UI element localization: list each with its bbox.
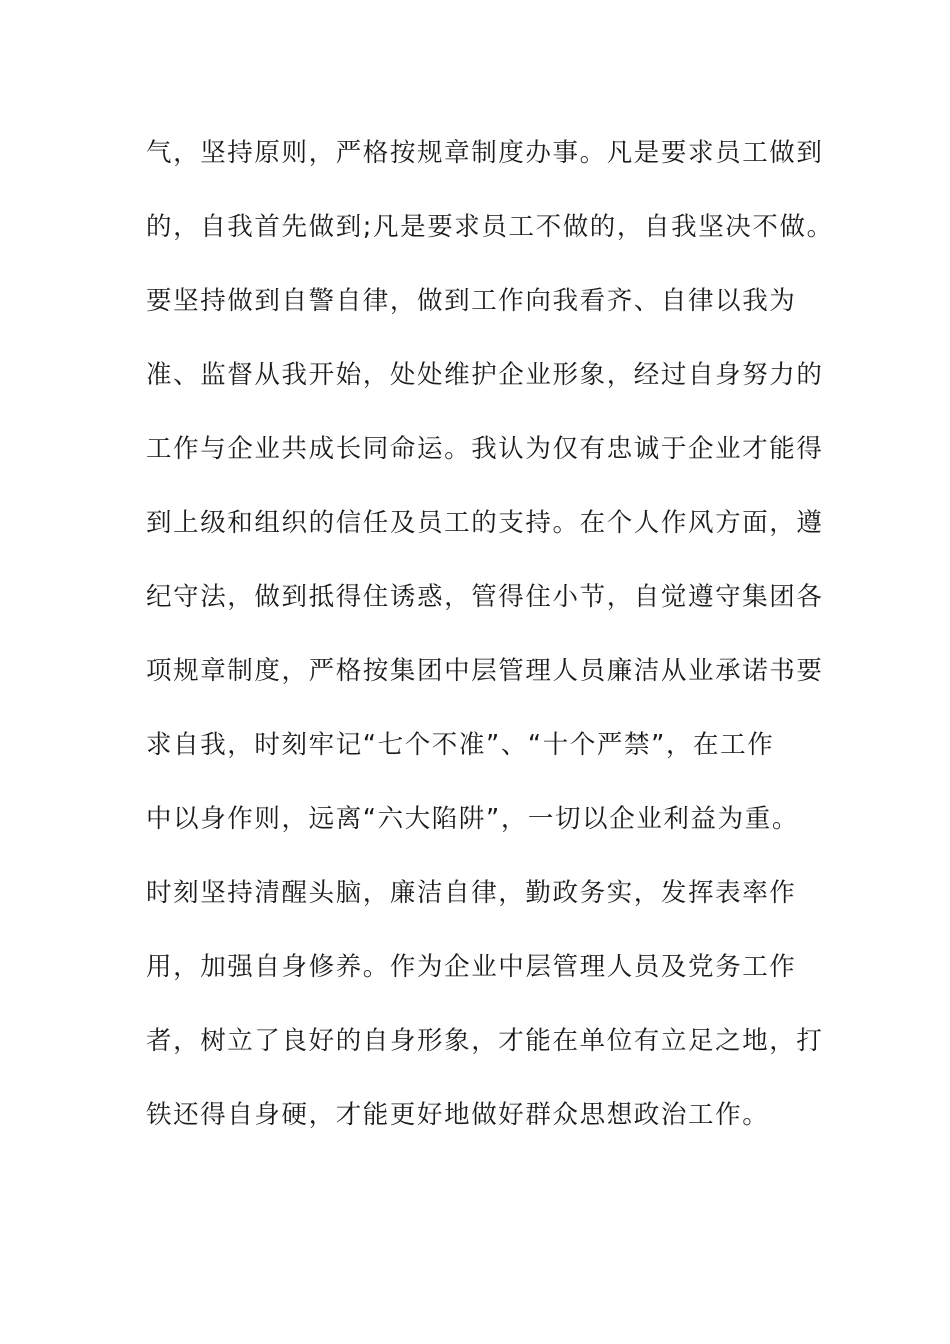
text-line-3: 要坚持做到自警自律，做到工作向我看齐、自律以我为 — [146, 286, 797, 316]
text-line-8: 项规章制度，严格按集团中层管理人员廉洁从业承诺书要 — [146, 656, 824, 686]
text-line-9: 求自我，时刻牢记“七个不准”、“十个严禁”，在工作 — [146, 730, 775, 760]
text-line-11: 时刻坚持清醒头脑，廉洁自律，勤政务实，发挥表率作 — [146, 878, 797, 908]
text-line-13: 者，树立了良好的自身形象，才能在单位有立足之地，打 — [146, 1026, 824, 1056]
text-line-12: 用，加强自身修养。作为企业中层管理人员及党务工作 — [146, 952, 797, 982]
text-line-10: 中以身作则，远离“六大陷阱”，一切以企业利益为重。 — [146, 804, 799, 834]
text-line-7: 纪守法，做到抵得住诱惑，管得住小节，自觉遵守集团各 — [146, 582, 824, 612]
text-line-1: 气，坚持原则，严格按规章制度办事。凡是要求员工做到 — [146, 138, 824, 168]
text-line-4: 准、监督从我开始，处处维护企业形象，经过自身努力的 — [146, 360, 824, 390]
text-line-14: 铁还得自身硬，才能更好地做好群众思想政治工作。 — [146, 1100, 770, 1130]
body-paragraph — [146, 128, 834, 1164]
text-line-5: 工作与企业共成长同命运。我认为仅有忠诚于企业才能得 — [146, 434, 824, 464]
text-line-6: 到上级和组织的信任及员工的支持。在个人作风方面，遵 — [146, 508, 824, 538]
text-line-2: 的，自我首先做到;凡是要求员工不做的，自我坚决不做。 — [146, 212, 834, 242]
